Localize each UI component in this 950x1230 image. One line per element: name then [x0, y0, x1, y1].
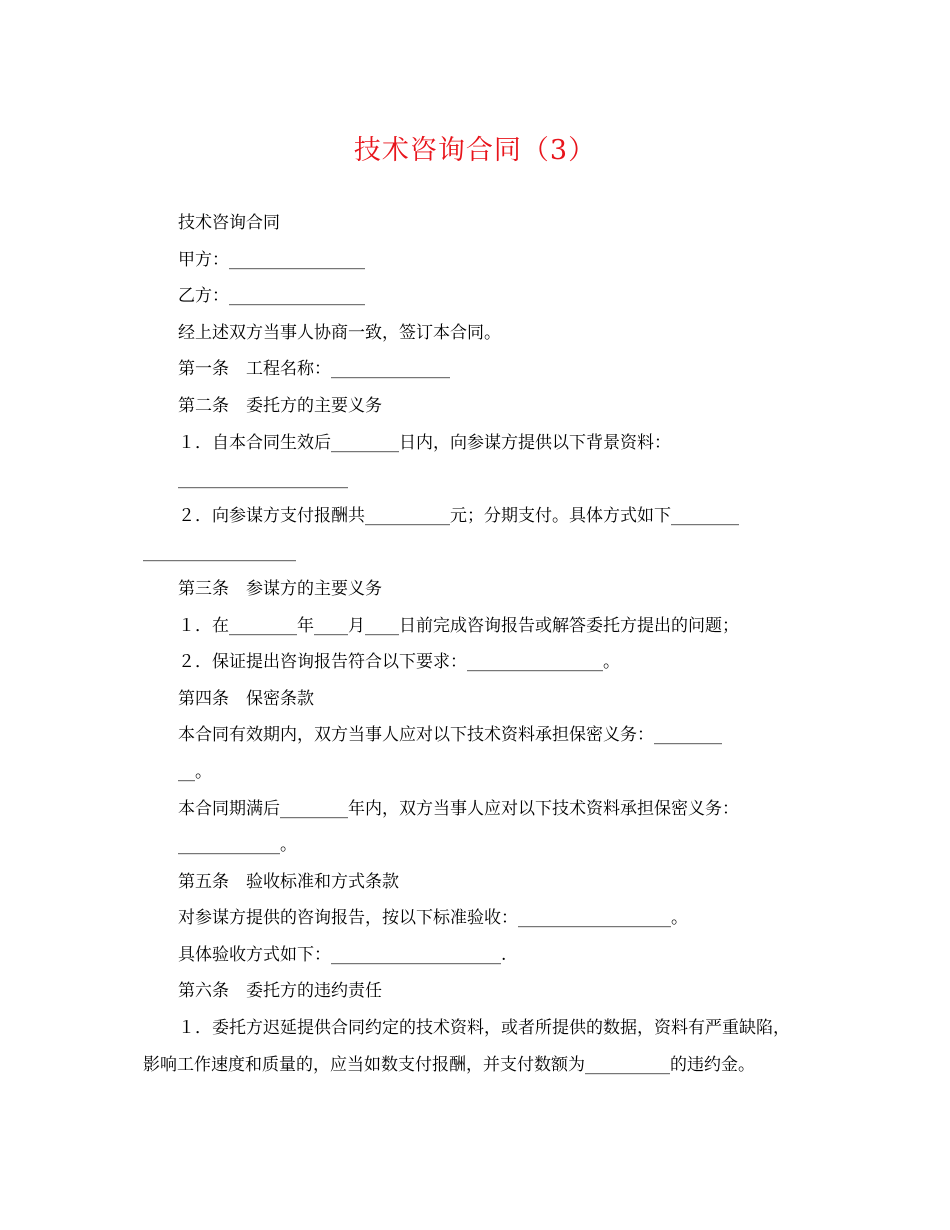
document-body — [143, 205, 795, 1083]
article-2-item-1-continued: ____________________ — [178, 469, 348, 490]
paragraph-contract-name: 技术咨询合同 — [178, 213, 280, 233]
article-3-heading: 第三条 参谋方的主要义务 — [178, 578, 382, 599]
paragraph-party-b: 乙方：________________ — [178, 286, 365, 307]
article-6-item-1: １．委托方迟延提供合同约定的技术资料，或者所提供的数据，资料有严重缺陷，影响工作速度和质量的，应当如数支付报酬，并支付数额为__________的违约金。 — [143, 1018, 790, 1075]
article-4-clause-2-continued: ____________。 — [178, 835, 297, 856]
article-2-item-2: ２．向参谋方支付报酬共__________元；分期支付。具体方式如下________ — [178, 505, 739, 526]
document-title: 技术咨询合同（3） — [353, 135, 597, 166]
paragraph-party-a: 甲方：________________ — [178, 249, 365, 270]
article-4-clause-1-continued: __。 — [178, 761, 212, 782]
article-4-clause-2: 本合同期满后________年内，双方当事人应对以下技术资料承担保密义务： — [178, 798, 739, 819]
article-5-clause-2: 具体验收方式如下：____________________. — [178, 944, 507, 965]
article-3-item-2: ２．保证提出咨询报告符合以下要求：________________。 — [178, 652, 620, 673]
article-5-heading: 第五条 验收标准和方式条款 — [178, 871, 399, 892]
article-4-heading: 第四条 保密条款 — [178, 688, 314, 709]
article-5-clause-1: 对参谋方提供的咨询报告，按以下标准验收：__________________。 — [178, 908, 688, 929]
article-2-heading: 第二条 委托方的主要义务 — [178, 395, 382, 416]
article-2-item-2-continued: __________________ — [143, 542, 296, 563]
paragraph-agreement: 经上述双方当事人协商一致，签订本合同。 — [178, 322, 501, 343]
article-6-heading: 第六条 委托方的违约责任 — [178, 981, 382, 1002]
article-1-heading: 第一条 工程名称：______________ — [178, 359, 450, 380]
article-2-item-1: １．自本合同生效后________日内，向参谋方提供以下背景资料： — [178, 432, 671, 453]
article-4-clause-1: 本合同有效期内，双方当事人应对以下技术资料承担保密义务：________ — [178, 725, 722, 746]
article-3-item-1: １．在________年____月____日前完成咨询报告或解答委托方提出的问题； — [178, 615, 739, 636]
